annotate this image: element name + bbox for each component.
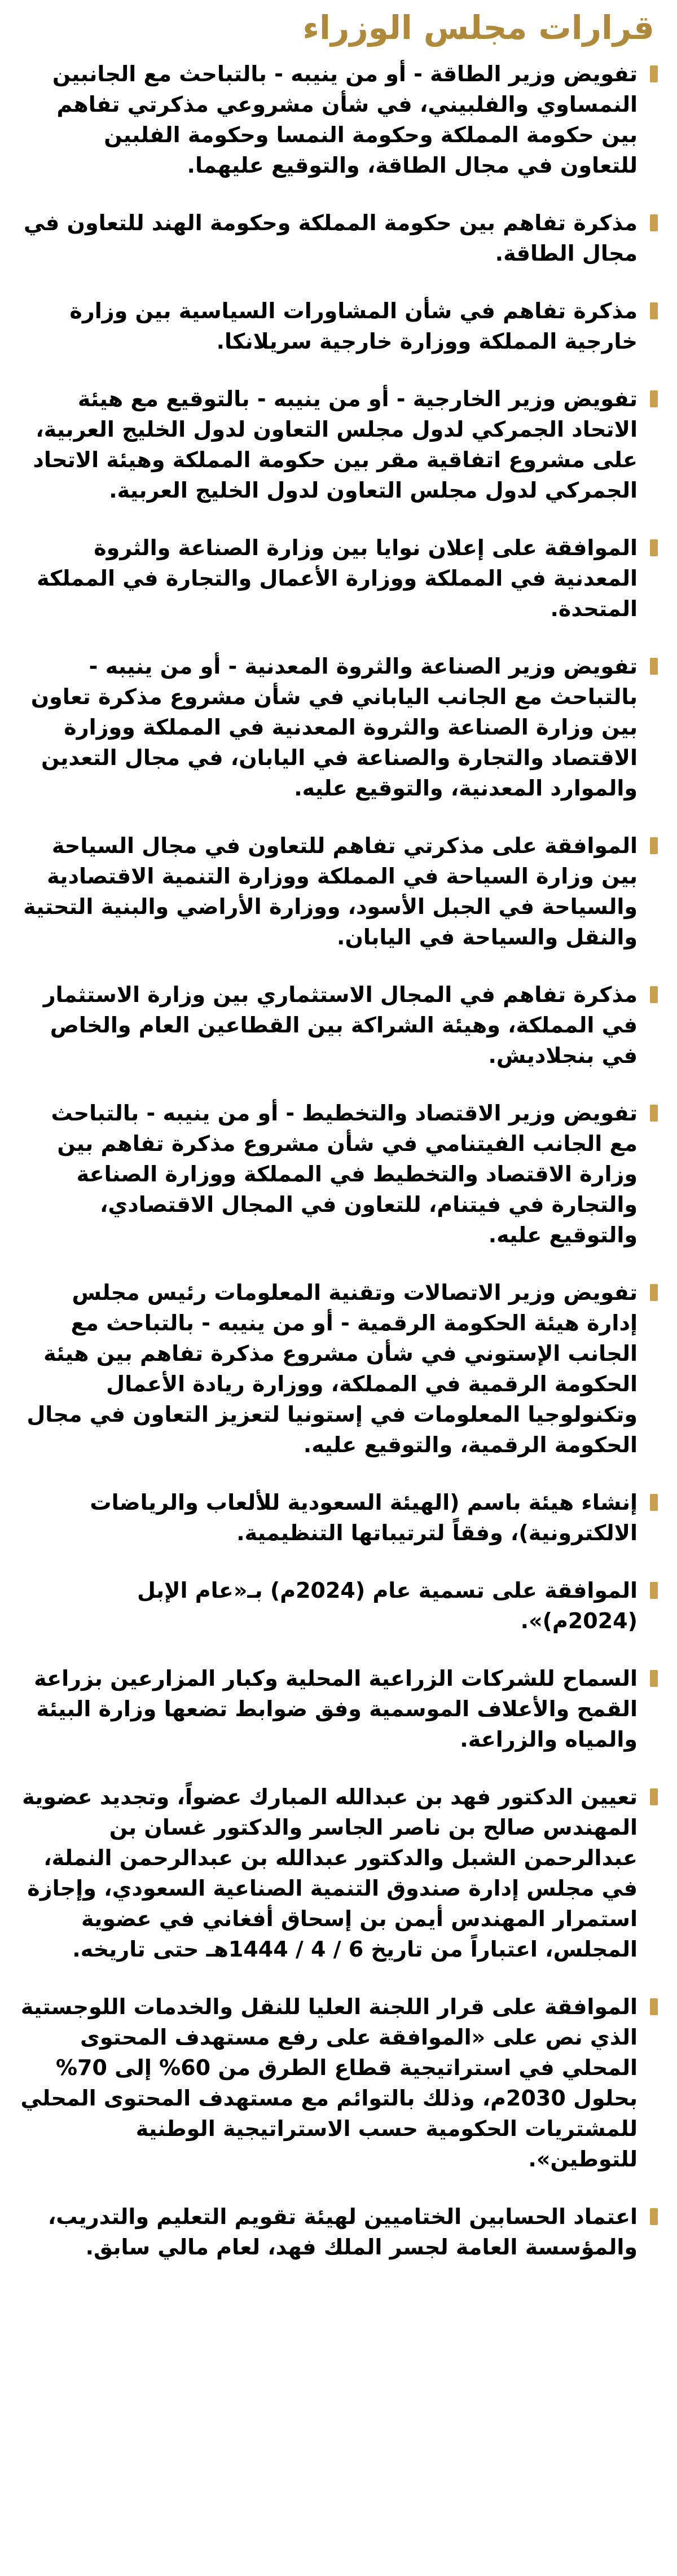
decision-item xyxy=(19,830,658,952)
decision-text: اعتماد الحسابين الختاميين لهيئة تقويم التعليم والتدريب، والمؤسسة العامة لجسر الملك فهد، لعام مالي سابق. xyxy=(47,2204,638,2260)
header xyxy=(19,0,658,55)
bullet-marker xyxy=(650,1582,658,1599)
bullet-marker xyxy=(650,1670,658,1687)
decision-item xyxy=(19,208,658,269)
decision-item xyxy=(19,979,658,1071)
decision-item xyxy=(19,1575,658,1636)
decision-item xyxy=(19,533,658,624)
decision-item xyxy=(19,1487,658,1548)
decision-item xyxy=(19,296,658,357)
bullet-marker xyxy=(650,658,658,675)
decision-item xyxy=(19,384,658,505)
bullet-marker xyxy=(650,1788,658,1805)
bullet-marker xyxy=(650,837,658,854)
decision-item xyxy=(19,1992,658,2174)
bullet-marker xyxy=(650,1998,658,2015)
bullet-marker xyxy=(650,1494,658,1511)
decision-text: مذكرة تفاهم بين حكومة المملكة وحكومة الهند للتعاون في مجال الطاقة. xyxy=(23,210,638,266)
bullet-marker xyxy=(650,986,658,1003)
bullet-marker xyxy=(650,390,658,407)
decision-text: مذكرة تفاهم في المجال الاستثماري بين وزارة الاستثمار في المملكة، وهيئة الشراكة بين القطاعين العام والخاص في بنجلاديش. xyxy=(43,982,638,1068)
decision-item xyxy=(19,2201,658,2262)
decision-text: مذكرة تفاهم في شأن المشاورات السياسية بين وزارة خارجية المملكة ووزارة خارجية سريلانكا. xyxy=(69,298,638,354)
decision-text: الموافقة على تسمية عام (2024م) بـ«عام الإبل (2024م)». xyxy=(137,1578,638,1633)
decision-text: تعيين الدكتور فهد بن عبدالله المبارك عضواً، وتجديد عضوية المهندس صالح بن ناصر الجاسر والدكتور غسان بن عبدالرحمن الشبل والدكتور عبدالله بن عبدالرحمن النملة، في مجلس إدارة صندوق التنمية الصناعية السعودي، وإجازة استمرار المهندس أيمن بن إسحاق أفغاني في عضوية المجلس، اعتباراً من تاريخ 6 / 4 / 1444هـ حتى تاريخه. xyxy=(22,1784,638,1962)
decision-text: السماح للشركات الزراعية المحلية وكبار المزارعين بزراعة القمح والأعلاف الموسمية وفق ضوابط تضعها وزارة البيئة والمياه والزراعة. xyxy=(34,1666,638,1752)
bullet-marker xyxy=(650,302,658,319)
bullet-marker xyxy=(650,2208,658,2225)
decision-text: تفويض وزير الصناعة والثروة المعدنية - أو من ينيبه - بالتباحث مع الجانب الياباني في شأن مشروع مذكرة تعاون بين وزارة الصناعة والثروة المعدنية في المملكة ووزارة الاقتصاد والتجارة والصناعة في اليابان، في مجال التعدين والموارد المعدنية، والتوقيع عليه. xyxy=(30,654,638,801)
decision-text: تفويض وزير الخارجية - أو من ينيبه - بالتوقيع مع هيئة الاتحاد الجمركي لدول مجلس التعاون لدول الخليج العربية، على مشروع اتفاقية مقر بين حكومة المملكة وهيئة الاتحاد الجمركي لدول مجلس التعاون لدول الخليج العربية. xyxy=(33,386,638,503)
decision-text: تفويض وزير الاتصالات وتقنية المعلومات رئيس مجلس إدارة هيئة الحكومة الرقمية - أو من ينيبه - بالتباحث مع الجانب الإستوني في شأن مشروع مذكرة تفاهم بين هيئة الحكومة الرقمية في المملكة، ووزارة ريادة الأعمال وتكنولوجيا المعلومات في إستونيا لتعزيز التعاون في مجال الحكومة الرقمية، والتوقيع عليه. xyxy=(27,1280,638,1457)
bullet-marker xyxy=(650,214,658,231)
decision-text: الموافقة على قرار اللجنة العليا للنقل والخدمات اللوجستية الذي نص على «الموافقة على رفع مستهدف المحتوى المحلي في استراتيجية قطاع الطرق من 60% إلى 70% بحلول 2030م، وذلك بالتوائم مع مستهدف المحتوى المحلي للمشتريات الحكومية حسب الاستراتيجية الوطنية للتوطين». xyxy=(20,1994,638,2171)
decision-item xyxy=(19,1782,658,1964)
bullet-marker xyxy=(650,65,658,82)
decision-item xyxy=(19,1098,658,1250)
decision-item xyxy=(19,1663,658,1755)
page-title: قرارات مجلس الوزراء xyxy=(302,8,654,47)
decision-item xyxy=(19,651,658,803)
decision-text: تفويض وزير الطاقة - أو من ينيبه - بالتباحث مع الجانبين النمساوي والفلبيني، في شأن مشروعي مذكرتي تفاهم بين حكومة المملكة وحكومة النمسا وحكومة الفلبين للتعاون في مجال الطاقة، والتوقيع عليهما. xyxy=(52,61,638,178)
bullet-marker xyxy=(650,539,658,556)
decision-item xyxy=(19,59,658,181)
decision-text: الموافقة على إعلان نوايا بين وزارة الصناعة والثروة المعدنية في المملكة ووزارة الأعمال والتجارة في المملكة المتحدة. xyxy=(37,535,638,621)
decision-text: الموافقة على مذكرتي تفاهم للتعاون في مجال السياحة بين وزارة السياحة في المملكة ووزارة التنمية الاقتصادية والسياحة في الجبل الأسود، ووزارة الأراضي والبنية التحتية والنقل والسياحة في اليابان. xyxy=(23,833,638,949)
decision-item xyxy=(19,1277,658,1460)
decision-text: تفويض وزير الاقتصاد والتخطيط - أو من ينيبه - بالتباحث مع الجانب الفيتنامي في شأن مشروع مذكرة تفاهم بين وزارة الاقتصاد والتخطيط في المملكة ووزارة الصناعة والتجارة في فيتنام، للتعاون في المجال الاقتصادي، والتوقيع عليه. xyxy=(51,1101,638,1247)
decision-text: إنشاء هيئة باسم (الهيئة السعودية للألعاب والرياضات الالكترونية)، وفقاً لترتيباتها التنظيمية. xyxy=(90,1490,638,1545)
decisions-list xyxy=(19,59,658,2262)
bullet-marker xyxy=(650,1284,658,1301)
bullet-marker xyxy=(650,1105,658,1122)
